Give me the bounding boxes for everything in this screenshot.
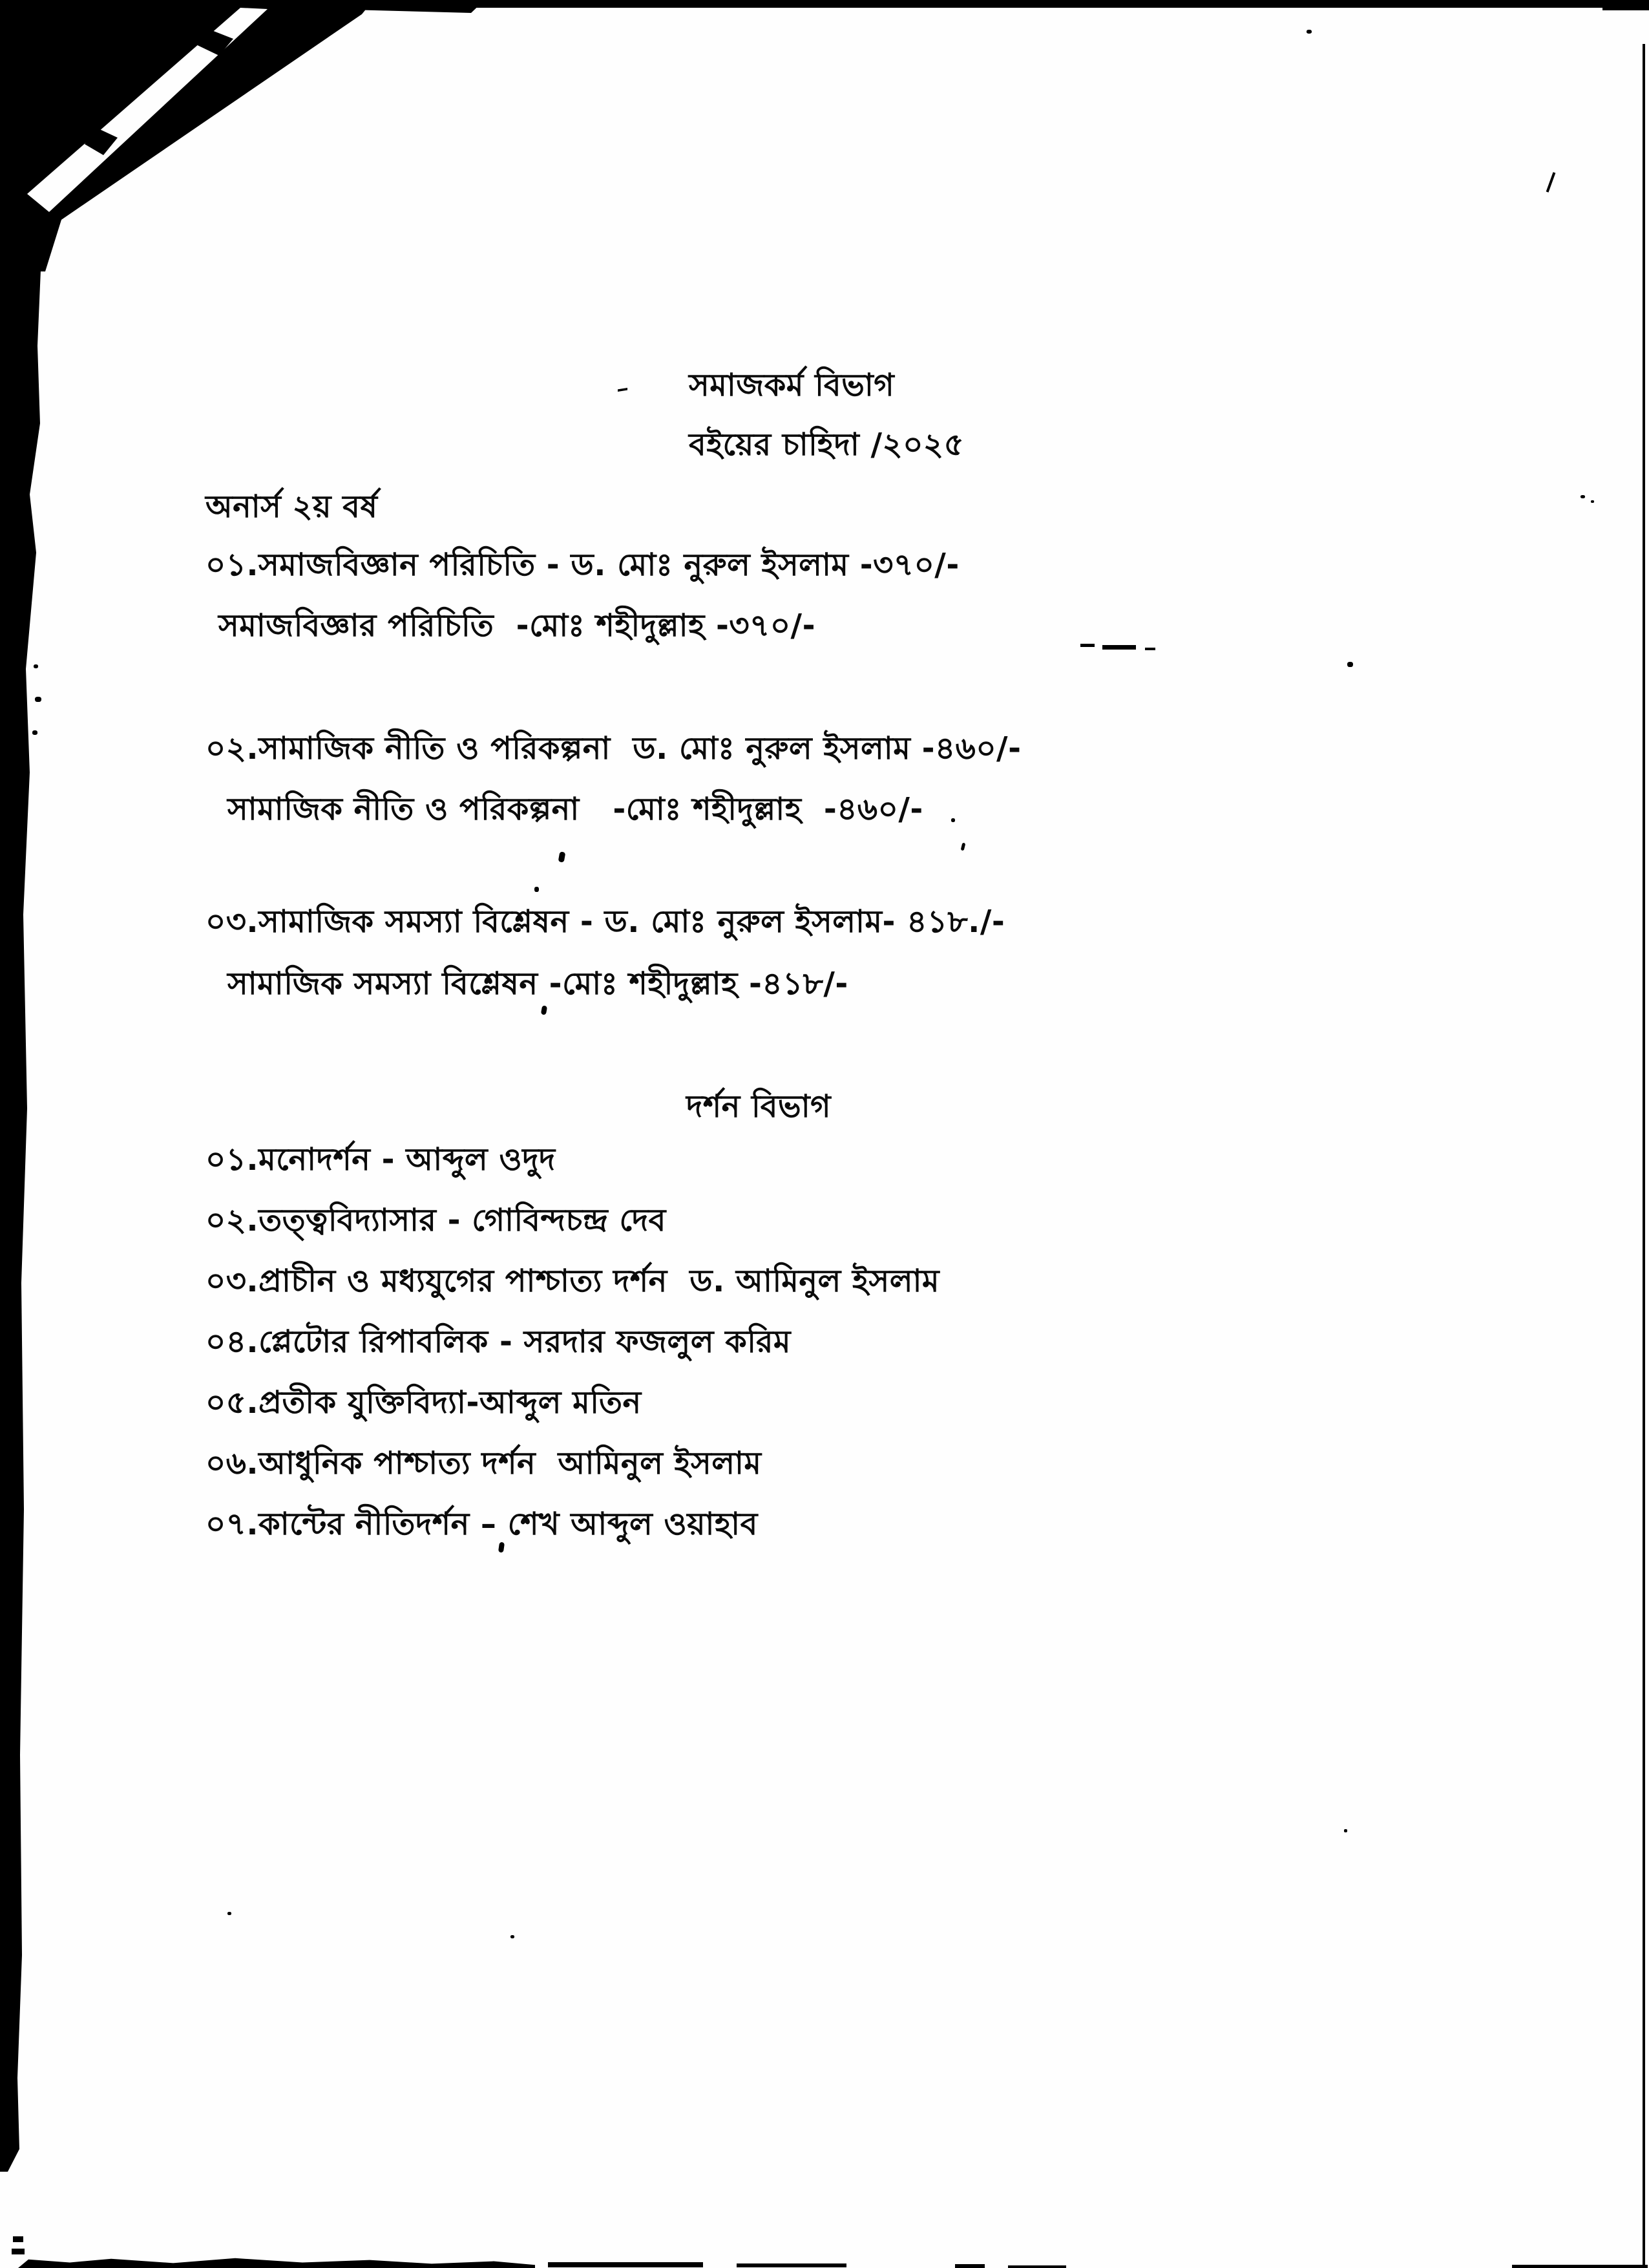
scan-speck [534, 887, 539, 892]
scan-artifact-right-edge [1643, 44, 1645, 2268]
scan-speck-dash [1102, 645, 1136, 650]
scan-artifact-bottom-dash [955, 2264, 985, 2268]
scan-speck-tail [558, 851, 566, 862]
section1-subtitle: বইয়ের চাহিদা /২০২৫ [689, 427, 965, 463]
scan-speck [1307, 30, 1312, 34]
scan-speck [951, 818, 955, 822]
scan-speck [1581, 495, 1585, 498]
scan-speck [32, 730, 37, 735]
scan-artifact-bottom-left-mark [12, 2249, 25, 2254]
book-entry-line: ০৭.কান্টের নীতিদর্শন – শেখ আব্দুল ওয়াহাব [205, 1506, 758, 1542]
book-entry-line: সমাজবিজ্ঞার পরিচিতি -মোঃ শহীদুল্লাহ -৩৭০/- [218, 608, 816, 644]
scan-speck [1344, 1829, 1347, 1832]
scan-artifact-bottom-dash [548, 2262, 703, 2267]
scan-speck [227, 1912, 231, 1915]
scan-artifact-bottom-dash [1512, 2265, 1648, 2268]
scan-speck [510, 1935, 514, 1938]
scan-speck [1591, 500, 1594, 503]
book-entry-line: ০২.সামাজিক নীতি ও পরিকল্পনা ড. মোঃ নুরুল ইসলাম -৪৬০/- [205, 730, 1022, 767]
book-entry-line: ০৫.প্রতীক যুক্তিবিদ্যা-আব্দুল মতিন [205, 1384, 642, 1421]
scan-speck-dash [1080, 644, 1095, 647]
scan-speck [34, 664, 38, 668]
book-entry-line: ০৬.আধুনিক পাশ্চাত্য দর্শন আমিনুল ইসলাম [205, 1445, 762, 1481]
scan-artifact-bottom-dash [737, 2263, 846, 2267]
section2-title: দর্শন বিভাগ [686, 1088, 832, 1125]
scan-speck [1347, 662, 1353, 667]
book-entry-line: ০২.তত্ত্ববিদ্যাসার - গোবিন্দচন্দ্র দেব [205, 1202, 666, 1238]
scan-artifact-top-right-chunk [1602, 0, 1649, 10]
section1-year-heading: অনার্স ২য় বর্ষ [205, 489, 378, 525]
scan-artifact-bottom-left-mark [13, 2236, 23, 2242]
scan-artifact-bottom-edge [18, 2256, 535, 2268]
scan-speck-dash [1145, 648, 1155, 650]
scan-artifact-left-edge [0, 217, 45, 2172]
scan-speck [618, 388, 627, 392]
book-entry-line: ০১.মনোদর্শন - আব্দুল ওদুদ [205, 1141, 556, 1178]
scan-artifact-bottom-dash [1008, 2265, 1066, 2268]
book-entry-line: সামাজিক সমস্যা বিশ্লেষন -মোঃ শহীদুল্লাহ -৪১৮/- [227, 966, 848, 1002]
scan-speck [35, 697, 41, 702]
book-entry-line: ০৩.প্রাচীন ও মধ্যযুগের পাশ্চাত্য দর্শন ড. আমিনুল ইসলাম [205, 1263, 940, 1299]
book-entry-line: সামাজিক নীতি ও পরিকল্পনা -মোঃ শহীদুল্লাহ -৪৬০/- [227, 791, 923, 827]
book-entry-line: ০১.সমাজবিজ্ঞান পরিচিতি - ড. মোঃ নুরুল ইসলাম -৩৭০/- [205, 547, 960, 583]
scan-artifact-corner-fold [0, 0, 414, 271]
scan-speck-slash [1546, 172, 1556, 192]
book-entry-line: ০৪.প্লেটোর রিপাবলিক - সরদার ফজলুল করিম [205, 1324, 792, 1360]
section1-title: সমাজকর্ম বিভাগ [689, 367, 895, 403]
scan-speck-comma [961, 843, 966, 851]
book-entry-line: ০৩.সামাজিক সমস্যা বিশ্লেষন - ড. মোঃ নুরুল ইসলাম- ৪১৮./- [205, 904, 1005, 940]
